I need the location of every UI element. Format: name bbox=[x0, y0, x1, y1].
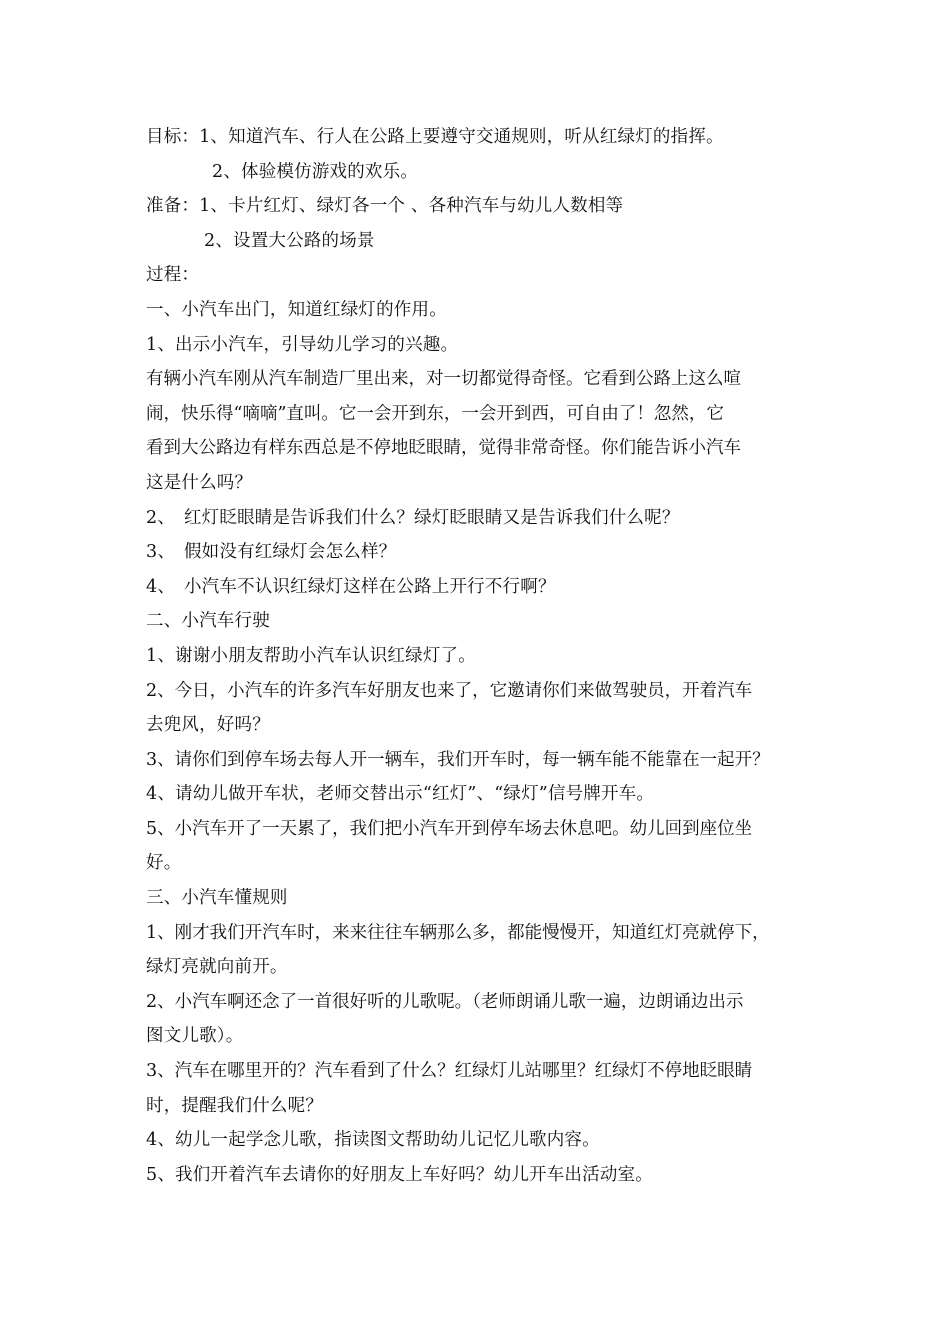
text-line-goal-2: 2、体验模仿游戏的欢乐。 bbox=[212, 161, 419, 182]
text-line: 2、小汽车啊还念了一首很好听的儿歌呢。（老师朗诵儿歌一遍，边朗诵边出示 bbox=[146, 991, 744, 1012]
text-line: 5、我们开着汽车去请你的好朋友上车好吗？幼儿开车出活动室。 bbox=[146, 1164, 653, 1185]
text-line: 4、幼儿一起学念儿歌，指读图文帮助幼儿记忆儿歌内容。 bbox=[146, 1130, 600, 1151]
text-line-prep-1: 准备：1、卡片红灯、绿灯各一个 、各种汽车与幼儿人数相等 bbox=[146, 196, 624, 217]
text-line: 1、谢谢小朋友帮助小汽车认识红绿灯了。 bbox=[146, 645, 476, 666]
text-line: 有辆小汽车刚从汽车制造厂里出来，对一切都觉得奇怪。它看到公路上这么喧 bbox=[146, 369, 741, 390]
text-line: 2、今日，小汽车的许多汽车好朋友也来了，它邀请你们来做驾驶员，开着汽车 bbox=[146, 680, 753, 701]
text-line: 1、出示小汽车，引导幼儿学习的兴趣。 bbox=[146, 334, 459, 355]
text-line: 去兜风，好吗？ bbox=[146, 715, 270, 736]
text-line: 5、小汽车开了一天累了，我们把小汽车开到停车场去休息吧。幼儿回到座位坐 bbox=[146, 818, 753, 839]
text-line: 3、 假如没有红绿灯会怎么样？ bbox=[146, 542, 397, 563]
text-line: 4、 小汽车不认识红绿灯这样在公路上开行不行啊？ bbox=[146, 576, 556, 597]
text-line: 4、请幼儿做开车状，老师交替出示“红灯”、“绿灯”信号牌开车。 bbox=[146, 784, 655, 805]
text-line-prep-2: 2、设置大公路的场景 bbox=[204, 230, 375, 251]
text-line: 这是什么吗？ bbox=[146, 472, 253, 493]
text-line: 图文儿歌）。 bbox=[146, 1026, 244, 1047]
section-heading-2: 二、小汽车行驶 bbox=[146, 611, 270, 632]
section-heading-1: 一、小汽车出门，知道红绿灯的作用。 bbox=[146, 299, 447, 320]
text-line-goal-1: 目标：1、知道汽车、行人在公路上要遵守交通规则，听从红绿灯的指挥。 bbox=[146, 127, 724, 147]
text-line-process: 过程： bbox=[146, 265, 200, 286]
section-heading-3: 三、小汽车懂规则 bbox=[146, 888, 288, 909]
lesson-plan-text bbox=[146, 120, 836, 1192]
text-line: 时，提醒我们什么呢？ bbox=[146, 1095, 323, 1116]
text-line: 2、 红灯眨眼睛是告诉我们什么？绿灯眨眼睛又是告诉我们什么呢？ bbox=[146, 507, 680, 528]
text-line: 看到大公路边有样东西总是不停地眨眼睛，觉得非常奇怪。你们能告诉小汽车 bbox=[146, 438, 741, 459]
text-line: 3、请你们到停车场去每人开一辆车，我们开车时，每一辆车能不能靠在一起开？ bbox=[146, 749, 770, 770]
text-line: 1、刚才我们开汽车时，来来往往车辆那么多，都能慢慢开，知道红灯亮就停下， bbox=[146, 922, 770, 943]
text-line: 闹，快乐得“嘀嘀”直叫。它一会开到东，一会开到西，可自由了！忽然，它 bbox=[146, 403, 724, 424]
text-line: 好。 bbox=[146, 853, 182, 874]
text-line: 3、汽车在哪里开的？汽车看到了什么？红绿灯儿站哪里？红绿灯不停地眨眼睛 bbox=[146, 1061, 753, 1082]
text-line: 绿灯亮就向前开。 bbox=[146, 957, 288, 978]
